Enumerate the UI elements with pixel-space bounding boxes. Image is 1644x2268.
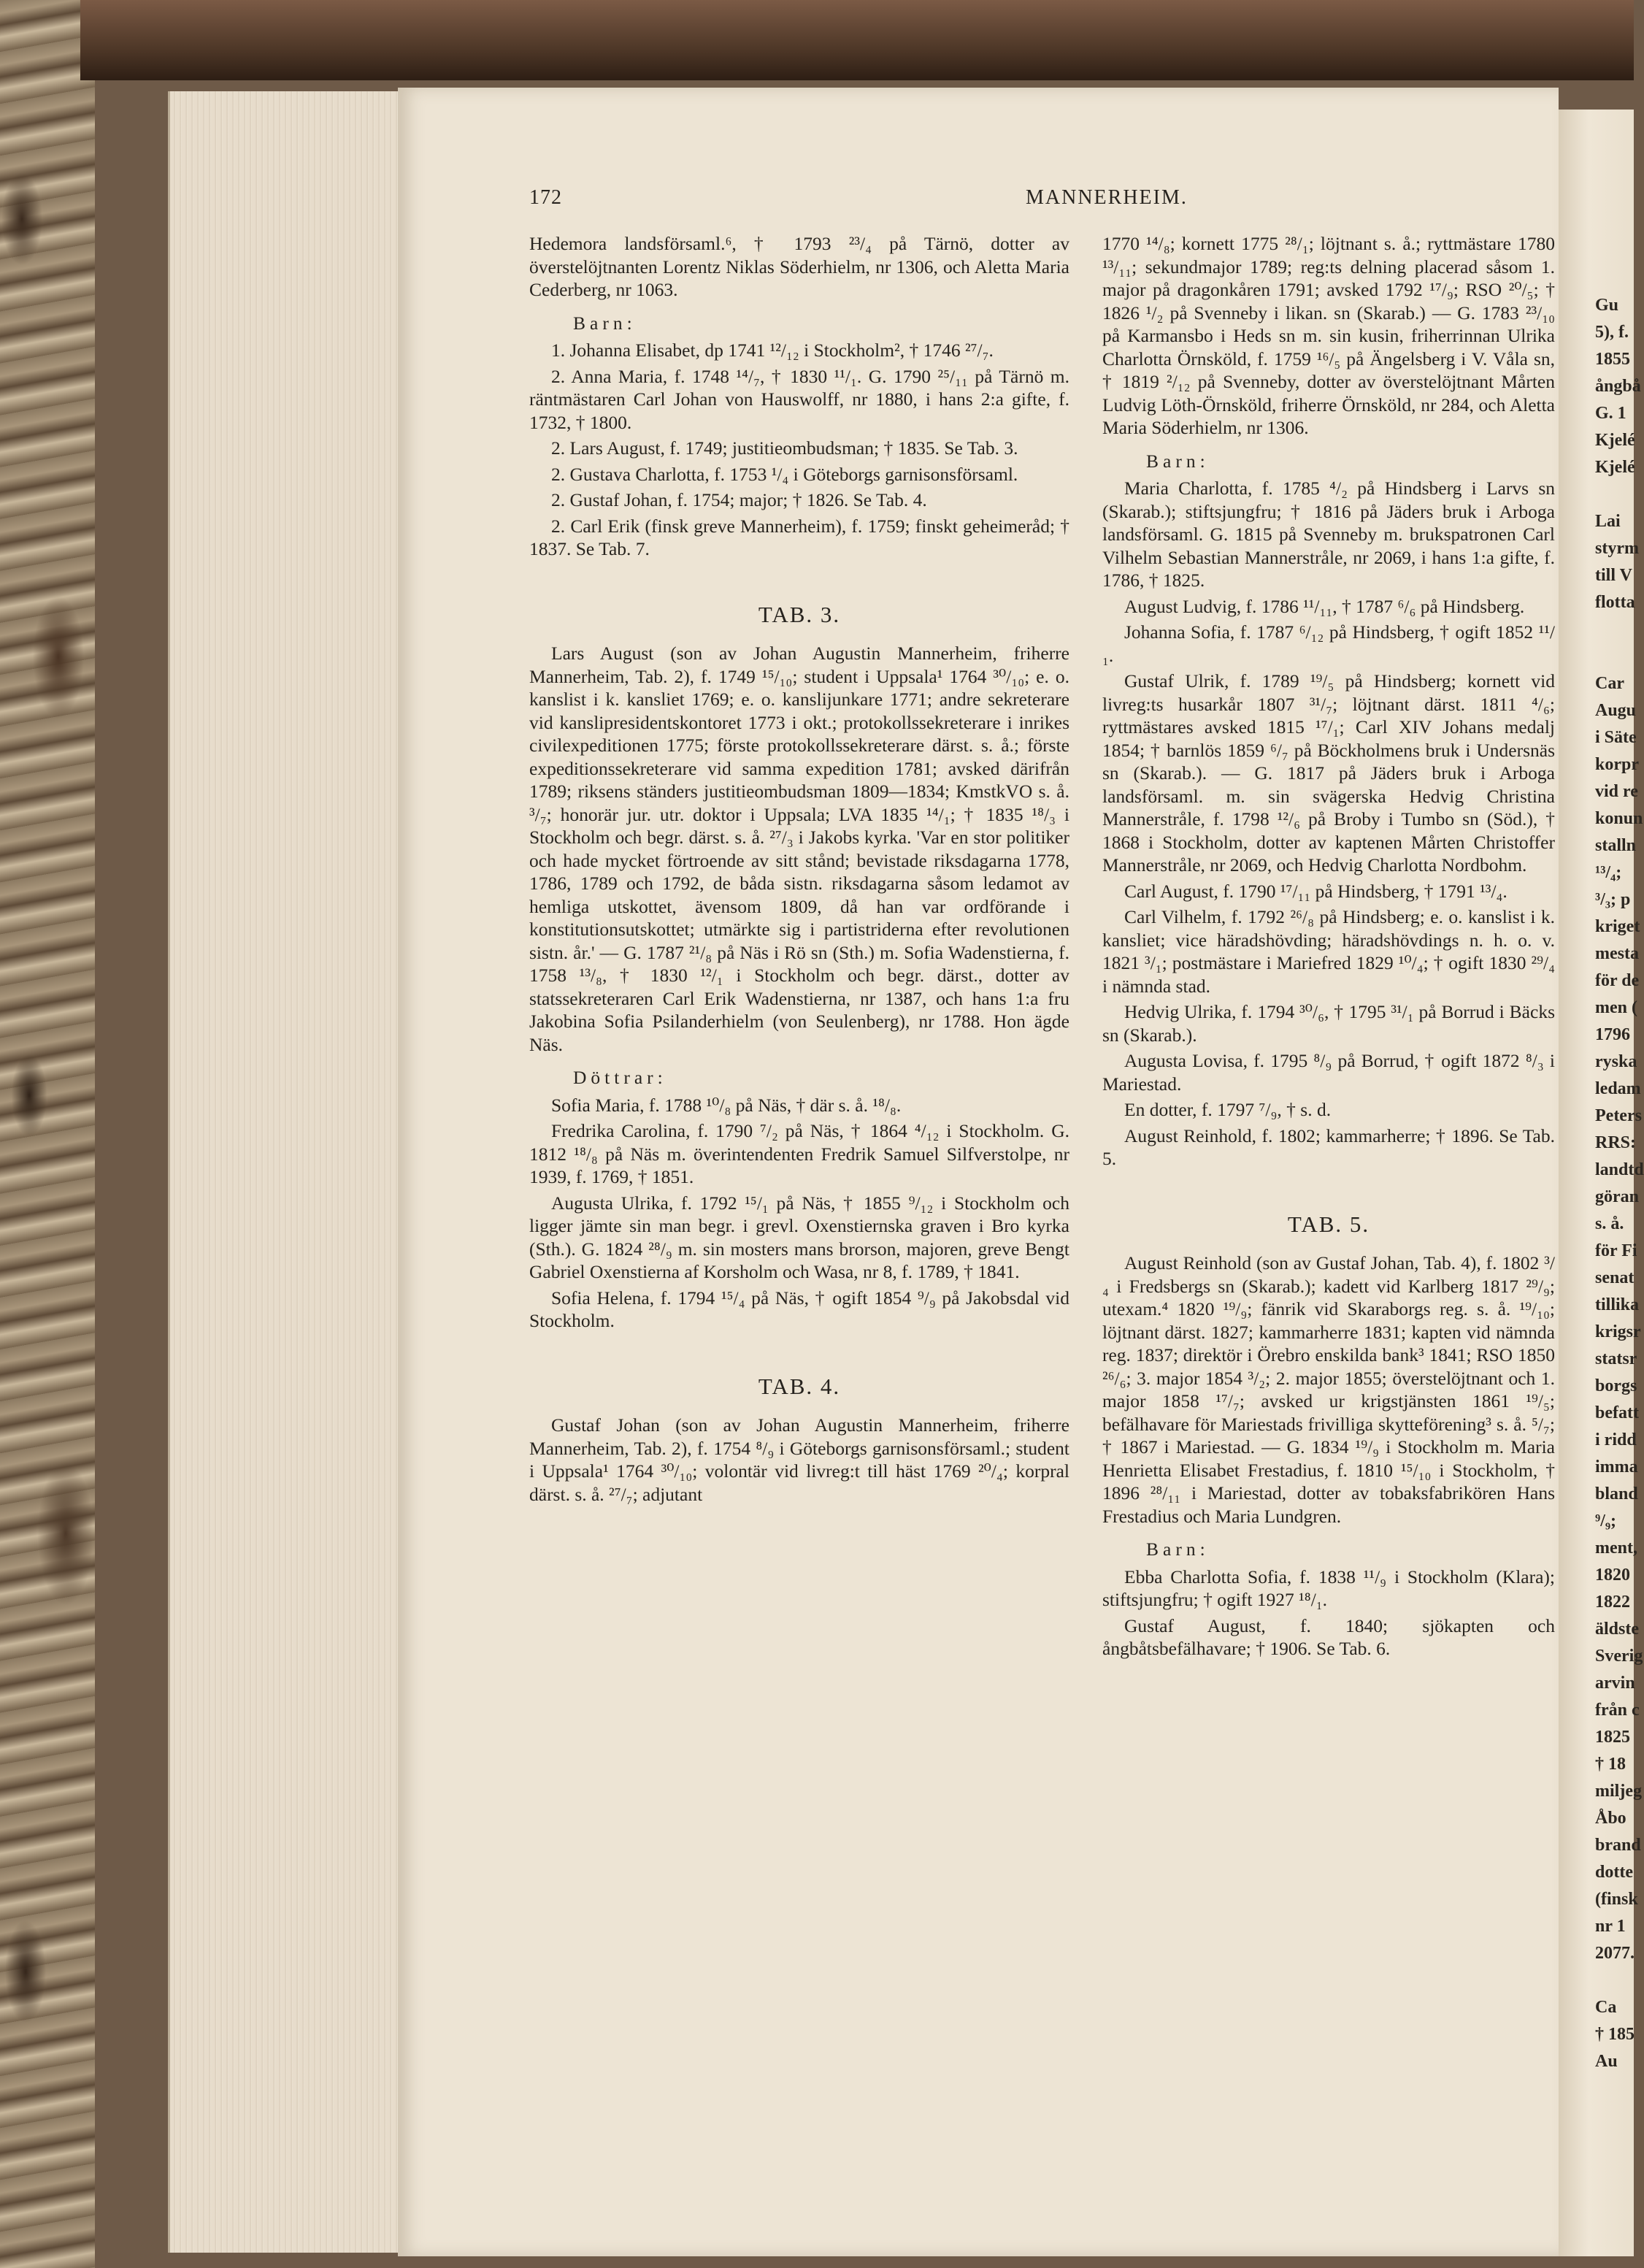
edge-fragment: † 18 — [1595, 1755, 1626, 1774]
edge-fragment: ångbå — [1595, 377, 1641, 396]
edge-fragment: Car — [1595, 674, 1624, 693]
edge-fragment: för de — [1595, 971, 1640, 990]
edge-fragment: s. å. — [1595, 1214, 1624, 1233]
edge-fragment: befatt — [1595, 1403, 1639, 1422]
child-entry: Maria Charlotta, f. 1785 ⁴/₂ på Hindsberg i Larvs sn (Skarab.); stiftsjungfru; † 1816 på Jäders bruk i Arboga landsförsaml. G. 1815 på Svenneby m. brukspatronen Carl Vilhelm Sebastian Mannerstråle, nr 2069, i hans 1:a gifte, f. 1786, † 1825. — [1102, 478, 1555, 591]
edge-fragment: 5), f. — [1595, 323, 1629, 342]
next-page-edge — [1559, 110, 1644, 2256]
edge-fragment: 1796 — [1595, 1025, 1630, 1044]
continued-text: 1770 ¹⁴/₈; kornett 1775 ²⁸/₁; löjtnant s. å.; ryttmästare 1780 ¹³/₁₁; sekundmajor 1789; reg:ts delning placerad såsom 1. major på dragonkåren 1791; avsked 1792 ¹⁷/₉; RSO ²⁰/₅; † 1826 ¹/₂ på Svenneby i likan. sn (Skarab.) — G. 1783 ²³/₁₀ på Karmansbo i Heds sn m. sin kusin, friherrinnan Ulrika Charlotta Örnsköld, f. 1759 ¹⁶/₅ på Ängelsberg i V. Våla sn, † 1819 ²/₁₂ på Svenneby, dotter av överstelöjtnant Mårten Ludvig Löth-Örnsköld, friherre Örnsköld, nr 284, och Aletta Maria Söderhielm, nr 1306. — [1102, 233, 1555, 438]
edge-fragment — [1595, 1967, 1639, 1994]
running-head — [529, 186, 1548, 215]
page-number: 172 — [529, 186, 562, 209]
child-entry: 2. Anna Maria, f. 1748 ¹⁴/₇, † 1830 ¹¹/₁. G. 1790 ²⁵/₁₁ på Tärnö m. räntmästaren Carl Johan von Hauswolff, nr 1880, i hans 2:a gifte, f. 1732, † 1800. — [529, 365, 1069, 433]
book-board-top — [80, 0, 1634, 80]
child-entry: 2. Gustava Charlotta, f. 1753 ¹/₄ i Göteborgs garnisonsförsaml. — [551, 463, 1018, 485]
child-entry: August Reinhold, f. 1802; kammarherre; † 1896. Se Tab. 5. — [1102, 1125, 1555, 1169]
child-entry: Augusta Lovisa, f. 1795 ⁸/₉ på Borrud, † ogift 1872 ⁸/₃ i Mariestad. — [1102, 1050, 1555, 1095]
edge-fragment: Lai — [1595, 512, 1621, 531]
section-label: Barn: — [573, 312, 637, 334]
edge-fragment: 1820 — [1595, 1566, 1630, 1585]
edge-fragment: senat — [1595, 1268, 1635, 1287]
edge-fragment: ³/₃; p — [1595, 890, 1631, 909]
edge-fragment: RRS: — [1595, 1133, 1637, 1152]
edge-fragment: Åbo — [1595, 1809, 1626, 1828]
edge-fragment: nr 1 — [1595, 1917, 1626, 1936]
edge-fragment: äldste — [1595, 1620, 1639, 1639]
edge-fragment: vid re — [1595, 782, 1638, 801]
edge-fragment: från c — [1595, 1701, 1640, 1720]
edge-fragment — [1595, 481, 1639, 508]
edge-fragment: flotta — [1595, 593, 1635, 612]
edge-fragment: landtd — [1595, 1160, 1644, 1179]
edge-fragment: † 185 — [1595, 2025, 1635, 2044]
child-entry: Sofia Helena, f. 1794 ¹⁵/₄ på Näs, † ogift 1854 ⁹/₉ på Jakobsdal vid Stockholm. — [529, 1287, 1069, 1331]
edge-fragment: i ridd — [1595, 1430, 1637, 1449]
child-entry: Carl August, f. 1790 ¹⁷/₁₁ på Hindsberg, † 1791 ¹³/₄. — [1124, 880, 1507, 902]
section-label: Barn: — [1146, 450, 1210, 472]
edge-fragment: konun — [1595, 809, 1643, 828]
table-heading: TAB. 3. — [758, 601, 841, 627]
edge-fragment: men ( — [1595, 998, 1637, 1017]
edge-fragment: ryska — [1595, 1052, 1637, 1071]
edge-fragment: 2077. — [1595, 1944, 1635, 1963]
child-entry: August Ludvig, f. 1786 ¹¹/₁₁, † 1787 ⁶/₆ på Hindsberg. — [1124, 595, 1525, 617]
edge-fragment — [1595, 616, 1639, 643]
edge-fragment: kriget — [1595, 917, 1640, 936]
edge-fragment: bland — [1595, 1484, 1638, 1503]
child-entry: 2. Gustaf Johan, f. 1754; major; † 1826. Se Tab. 4. — [551, 489, 927, 510]
child-entry: 2. Lars August, f. 1749; justitieombudsman; † 1835. Se Tab. 3. — [551, 437, 1018, 459]
edge-fragment: Au — [1595, 2052, 1618, 2071]
child-entry: Carl Vilhelm, f. 1792 ²⁶/₈ på Hindsberg; e. o. kanslist i k. kansliet; vice häradshövding; häradshövdings n. h. o. v. 1821 ³/₁; postmästare i Mariefred 1829 ¹⁰/₄; † ogift 1830 ²⁹/₄ i nämnda stad. — [1102, 906, 1555, 997]
edge-fragment: till V — [1595, 566, 1632, 585]
right-column — [1102, 232, 1555, 2218]
edge-fragment: krigsr — [1595, 1322, 1641, 1341]
edge-fragment — [1595, 643, 1639, 670]
edge-fragment: 1822 — [1595, 1593, 1630, 1612]
left-column — [529, 232, 1069, 2218]
running-title: MANNERHEIM. — [1026, 186, 1188, 209]
section-label: Barn: — [1146, 1539, 1210, 1560]
edge-fragment: brand — [1595, 1836, 1641, 1855]
table-heading: TAB. 5. — [1287, 1211, 1370, 1237]
edge-fragment: tillika — [1595, 1295, 1640, 1314]
edge-fragment: Peters — [1595, 1106, 1642, 1125]
entry-paragraph: August Reinhold (son av Gustaf Johan, Tab. 4), f. 1802 ³/₄ i Fredsbergs sn (Skarab.); kadett vid Karlberg 1817 ²⁹/₉; utexam.⁴ 1820 ¹⁹/₉; fänrik vid Skaraborgs reg. s. å. ¹⁹/₁₀; löjtnant därst. 1827; kammarherre 1831; kapten vid nämnda reg. 1837; direktör i Örebro enskilda bank³ 1841; RSO 1850 ²⁶/₆; 3. major 1854 ³/₂; 2. major 1855; överstelöjtnant och 1. major 1858 ¹⁷/₇; avsked ur krigstjänsten 1861 ¹⁹/₅; befälhavare för Mariestads frivilliga skytteförening³ s. å. ⁵/₇; † 1867 i Mariestad. — G. 1834 ¹⁹/₉ i Stockholm m. Maria Henrietta Elisabet Frestadius, f. 1810 ¹⁵/₁₀ i Stockholm, † 1896 ²⁸/₁₁ i Mariestad, dotter av tobaksfabrikören Hans Frestadius och Maria Lundgren. — [1102, 1252, 1555, 1527]
child-entry: En dotter, f. 1797 ⁷/₉, † s. d. — [1124, 1099, 1332, 1120]
edge-fragment: Ca — [1595, 1998, 1617, 2017]
edge-fragment: ⁹/₉; — [1595, 1512, 1617, 1530]
edge-fragment: för Fi — [1595, 1241, 1637, 1260]
child-entry: Fredrika Carolina, f. 1790 ⁷/₂ på Näs, † 1864 ⁴/₁₂ i Stockholm. G. 1812 ¹⁸/₈ på Näs m. överintendenten Fredrik Samuel Silfverstolpe, nr 1939, f. 1769, † 1851. — [529, 1120, 1069, 1187]
edge-fragment: korpr — [1595, 755, 1639, 774]
edge-fragment: miljeg — [1595, 1782, 1642, 1801]
child-entry: 2. Carl Erik (finsk greve Mannerheim), f. 1759; finskt geheimeråd; † 1837. Se Tab. 7. — [529, 515, 1069, 559]
section-label: Döttrar: — [573, 1067, 667, 1088]
edge-fragment: arvin — [1595, 1674, 1635, 1693]
child-entry: Hedvig Ulrika, f. 1794 ³⁰/₆, † 1795 ³¹/₁ på Borrud i Bäcks sn (Skarab.). — [1102, 1001, 1555, 1046]
edge-fragment: göran — [1595, 1187, 1639, 1206]
edge-fragment: G. 1 — [1595, 404, 1626, 423]
table-heading: TAB. 4. — [758, 1373, 841, 1399]
edge-fragment: Augu — [1595, 701, 1637, 720]
edge-fragment: Gu — [1595, 296, 1619, 315]
child-entry: Ebba Charlotta Sofia, f. 1838 ¹¹/₉ i Stockholm (Klara); stiftsjungfru; † ogift 1927 ¹⁸/₁. — [1102, 1566, 1555, 1610]
edge-fragment: (finsk — [1595, 1890, 1638, 1909]
child-entry: Sofia Maria, f. 1788 ¹⁰/₈ på Näs, † där s. å. ¹⁸/₈. — [551, 1094, 902, 1116]
edge-fragment: dotte — [1595, 1863, 1633, 1882]
child-entry: Gustaf Ulrik, f. 1789 ¹⁹/₅ på Hindsberg; kornett vid livreg:ts husarkår 1807 ³¹/₇; löjtnant därst. 1811 ⁴/₆; ryttmästares avsked 1815 ¹⁷/₁; Carl XIV Johans medalj 1854; † barnlös 1859 ⁶/₇ på Böckholmens bruk i Undersnäs sn (Skarab.). — G. 1817 på Jäders bruk i Arboga landsförsaml. m. sin svägerska Hedvig Christina Mannerstråle, f. 1798 ¹²/₆ på Broby i Tumbo sn (Söd.), † 1868 i Stockholm, dotter av kaptenen Mårten Christoffer Mannerstråle, nr 2069, och Hedvig Charlotta Nordbohm. — [1102, 670, 1555, 876]
edge-fragment: 1855 — [1595, 350, 1630, 369]
marbled-edge — [0, 0, 95, 2268]
edge-fragment: imma — [1595, 1457, 1638, 1476]
next-page-fragments — [1595, 292, 1644, 2075]
edge-fragment: stalln — [1595, 836, 1637, 855]
continued-text: Hedemora landsförsaml.⁶, † 1793 ²³/₄ på Tärnö, dotter av överstelöjtnanten Lorentz Niklas Söderhielm, nr 1306, och Aletta Maria Cederberg, nr 1063. — [529, 233, 1069, 300]
entry-paragraph: Lars August (son av Johan Augustin Mannerheim, friherre Mannerheim, Tab. 2), f. 1749 ¹⁵/₁₀; student i Uppsala¹ 1764 ³⁰/₁₀; e. o. kanslist i k. kansliet 1769; e. o. kanslijunkare 1771; andre sekreterare vid kanslipresidentskontoret 1773 i okt.; protokollssekreterare i inrikes civilexpeditionen 1775; förste protokollssekreterare därst. s. å.; förste expeditionssekreterare vid samma expedition 1781; avsked därifrån 1789; riksens ständers justitieombudsman 1809—1834; KmstkVO s. å. ³/₇; honorär jur. utr. doktor i Uppsala; LVA 1835 ¹⁴/₁; † 1835 ¹⁸/₃ i Stockholm och begr. därst. s. å. ²⁷/₃ i Jakobs kyrka. 'Var en stor politiker och hade mycket förtroende av sitt stånd; bevistade riksdagarna 1778, 1786, 1789 och 1792, de båda sistn. riksdagarna såsom ledamot av hemliga utskottet, ävensom 1809, då han var ordförande i konstitutionsutskottet; utmärkte sig i partistriderna efter revolutionen sistn. år.' — G. 1787 ²¹/₈ på Näs i Rö sn (Sth.) m. Sofia Wadenstierna, f. 1758 ¹³/₈, † 1830 ¹²/₁ i Stockholm och begr. därst., dotter av statssekreteraren Carl Erik Wadenstierna, nr 1387, och hans 1:a fru Jakobina Sofia Psilanderhielm (von Seulenberg), nr 1788. Hon ägde Näs. — [529, 643, 1069, 1055]
edge-fragment: Kjelé — [1595, 458, 1635, 477]
child-entry: Gustaf August, f. 1840; sjökapten och ångbåtsbefälhavare; † 1906. Se Tab. 6. — [1102, 1614, 1555, 1659]
edge-fragment: statsr — [1595, 1349, 1637, 1368]
entry-paragraph: Gustaf Johan (son av Johan Augustin Mannerheim, friherre Mannerheim, Tab. 2), f. 1754 ⁸/₉ i Göteborgs garnisonsförsaml.; student i Uppsala¹ 1764 ³⁰/₁₀; volontär vid livreg:t till häst 1769 ²⁰/₄; korpral därst. s. å. ²⁷/₇; adjutant — [529, 1414, 1069, 1505]
edge-fragment: 1825 — [1595, 1728, 1630, 1747]
edge-fragment: borgs — [1595, 1376, 1637, 1395]
edge-fragment: mesta — [1595, 944, 1639, 963]
edge-fragment: i Säte — [1595, 728, 1637, 747]
child-entry: Johanna Sofia, f. 1787 ⁶/₁₂ på Hindsberg, † ogift 1852 ¹¹/₁. — [1102, 621, 1555, 666]
edge-fragment: Kjelé — [1595, 431, 1635, 450]
page-leaves — [168, 91, 411, 2253]
edge-fragment: ment, — [1595, 1539, 1637, 1558]
child-entry: 1. Johanna Elisabet, dp 1741 ¹²/₁₂ i Stockholm², † 1746 ²⁷/₇. — [551, 340, 994, 361]
edge-fragment: ledam — [1595, 1079, 1641, 1098]
edge-fragment: styrm — [1595, 539, 1639, 558]
edge-fragment: ¹³/₄; — [1595, 863, 1622, 882]
edge-fragment: Sverig — [1595, 1647, 1643, 1666]
child-entry: Augusta Ulrika, f. 1792 ¹⁵/₁ på Näs, † 1855 ⁹/₁₂ i Stockholm och ligger jämte sin man begr. i grevl. Oxenstiernska graven i Bro kyrka (Sth.). G. 1824 ²⁸/₉ m. sin mosters mans brorson, majoren, greve Bengt Gabriel Oxenstierna af Korsholm och Wasa, nr 8, f. 1789, † 1841. — [529, 1192, 1069, 1282]
